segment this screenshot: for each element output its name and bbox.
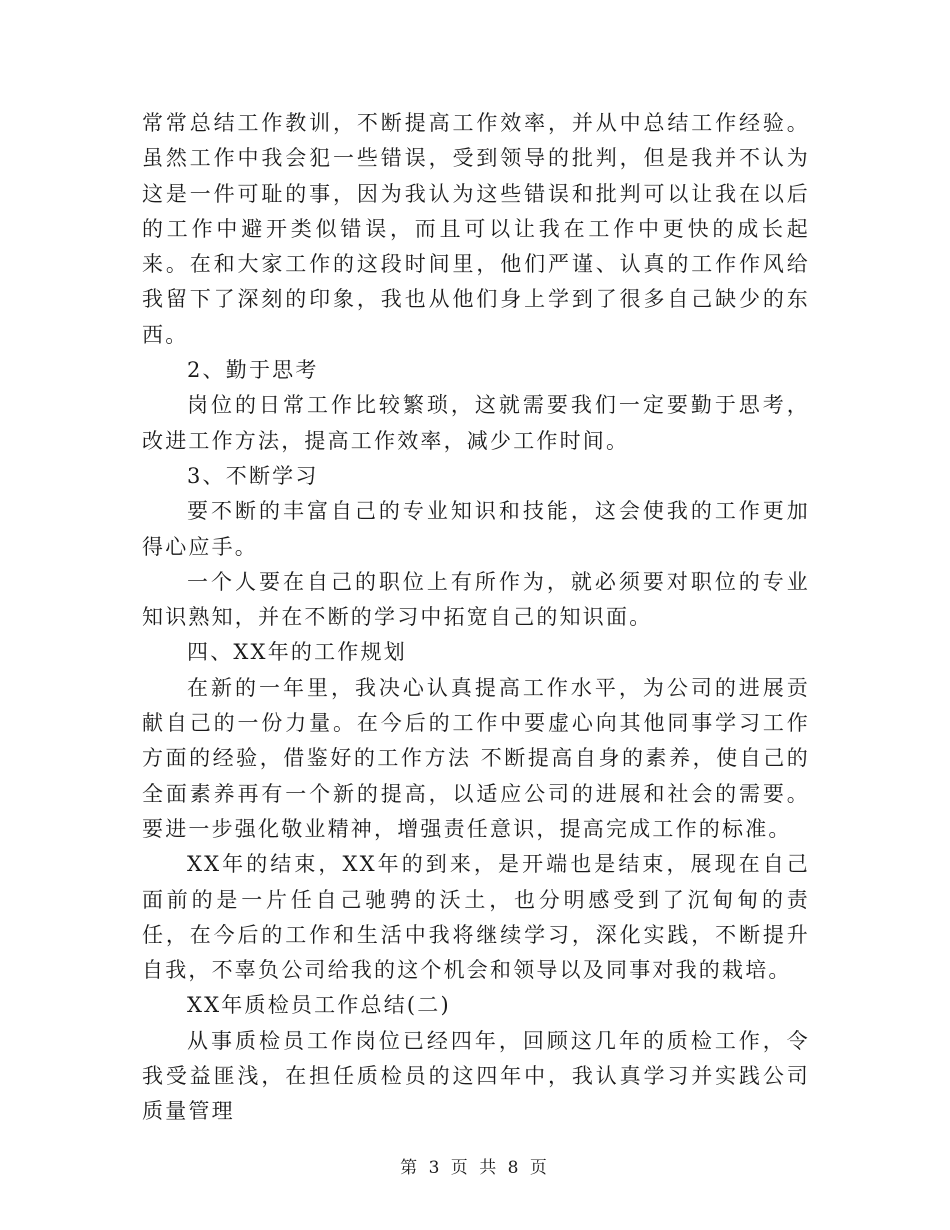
paragraph: XX年的结束，XX年的到来，是开端也是结束，展现在自己面前的是一片任自己驰骋的沃土，也分明感受到了沉甸甸的责任，在今后的工作和生活中我将继续学习，深化实践，不断提升自我，不辜负公司给我的这个机会和领导以及同事对我的栽培。 <box>142 852 810 983</box>
paragraph: 在新的一年里，我决心认真提高工作水平，为公司的进展贡献自己的一份力量。在今后的工作中要虚心向其他同事学习工作方面的经验，借鉴好的工作方法 不断提高自身的素养，使自己的全面素养再有一个新的提高，以适应公司的进展和社会的需要。要进一步强化敬业精神，增强责任意识，提高完成工作的标准。 <box>142 675 810 841</box>
section-heading: 四、XX年的工作规划 <box>187 640 407 665</box>
section-heading: 3、不断学习 <box>187 463 319 488</box>
paragraph: 从事质检员工作岗位已经四年，回顾这几年的质检工作，令我受益匪浅，在担任质检员的这四年中，我认真学习并实践公司质量管理 <box>142 1028 810 1124</box>
section-heading: 2、勤于思考 <box>187 358 319 383</box>
paragraph: 要不断的丰富自己的专业知识和技能，这会使我的工作更加得心应手。 <box>142 499 810 559</box>
document-title: XX年质检员工作总结(二) <box>187 993 451 1018</box>
paragraph: 常常总结工作教训，不断提高工作效率，并从中总结工作经验。虽然工作中我会犯一些错误，受到领导的批判，但是我并不认为这是一件可耻的事，因为我认为这些错误和批判可以让我在以后的工作中避开类似错误，而且可以让我在工作中更快的成长起来。在和大家工作的这段时间里，他们严谨、认真的工作作风给我留下了深刻的印象，我也从他们身上学到了很多自己缺少的东西。 <box>142 111 810 347</box>
page-footer: 第 3 页 共 8 页 <box>400 1158 550 1178</box>
document-body <box>142 106 810 1130</box>
paragraph: 一个人要在自己的职位上有所作为，就必须要对职位的专业知识熟知，并在不断的学习中拓宽自己的知识面。 <box>142 569 810 630</box>
paragraph: 岗位的日常工作比较繁琐，这就需要我们一定要勤于思考，改进工作方法，提高工作效率，减少工作时间。 <box>142 393 810 453</box>
